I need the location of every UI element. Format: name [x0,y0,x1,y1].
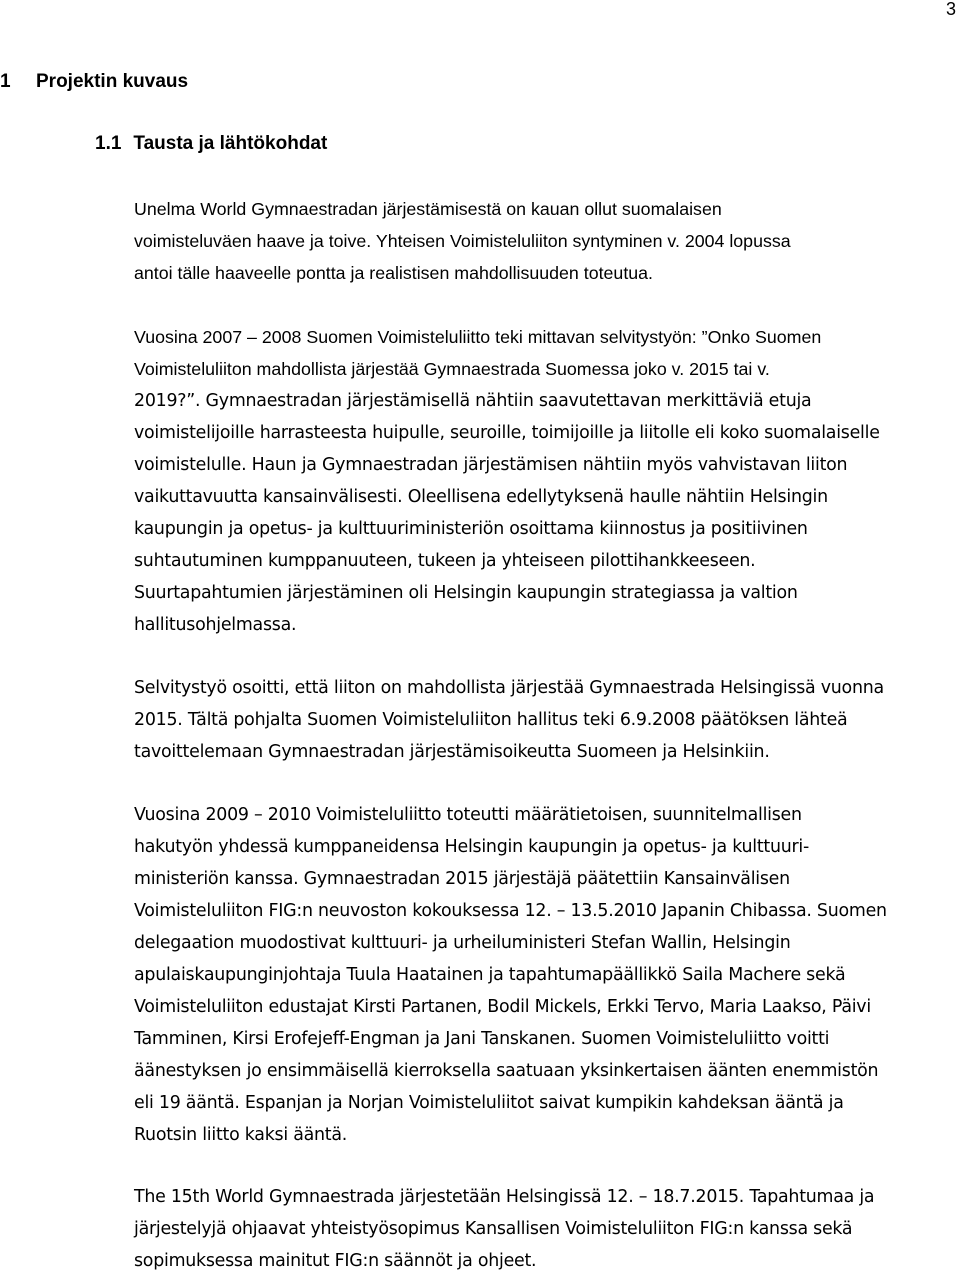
paragraph-line: apulaiskaupunginjohtaja Tuula Haatainen ja tapahtumapäällikkö Saila Machere sekä [134,965,846,985]
paragraph-line: Voimisteluliiton FIG:n neuvoston kokouksessa 12. – 13.5.2010 Japanin Chibassa. Suomen [134,901,887,921]
subsection-heading [95,131,327,157]
paragraph-line: voimisteluväen haave ja toive. Yhteisen Voimisteluliiton syntyminen v. 2004 lopussa [134,231,791,251]
paragraph-line: vaikuttavuutta kansainvälisesti. Oleellisena edellytyksenä haulle nähtiin Helsingin [134,487,828,507]
paragraph-line: Vuosina 2007 – 2008 Suomen Voimisteluliitto teki mittavan selvitystyön: ”Onko Suomen [134,327,822,347]
paragraph-line: Voimisteluliiton mahdollista järjestää Gymnaestrada Suomessa joko v. 2015 tai v. [134,359,770,379]
paragraph-line: Selvitystyö osoitti, että liiton on mahdollista järjestää Gymnaestrada Helsingissä vuonna [134,678,884,698]
paragraph-line: suhtautuminen kumppanuuteen, tukeen ja yhteiseen pilottihankkeeseen. [134,551,756,571]
paragraph-line: Tamminen, Kirsi Erofejeff-Engman ja Jani Tanskanen. Suomen Voimisteluliitto voitti [134,1029,830,1049]
paragraph-line: Unelma World Gymnaestradan järjestämisestä on kauan ollut suomalaisen [134,199,722,219]
section-number: 1 [0,71,11,92]
paragraph-5 [134,1181,960,1277]
paragraph-line: hallitusohjelmassa. [134,615,297,635]
paragraph-line: Ruotsin liitto kaksi ääntä. [134,1125,348,1145]
paragraph-line: antoi tälle haaveelle pontta ja realistisen mahdollisuuden toteutua. [134,263,653,283]
paragraph-line: Voimisteluliiton edustajat Kirsti Partanen, Bodil Mickels, Erkki Tervo, Maria Laakso, Päivi [134,997,871,1017]
paragraph-line: The 15th World Gymnaestrada järjestetään Helsingissä 12. – 18.7.2015. Tapahtumaa ja [134,1187,875,1207]
paragraph-line: järjestelyjä ohjaavat yhteistyösopimus Kansallisen Voimisteluliiton FIG:n kanssa sekä [134,1219,853,1239]
paragraph-line: eli 19 ääntä. Espanjan ja Norjan Voimisteluliitot saivat kumpikin kahdeksan ääntä ja [134,1093,844,1113]
page-number: 3 [946,0,957,19]
paragraph-line: delegaation muodostivat kulttuuri- ja urheiluministeri Stefan Wallin, Helsingin [134,933,791,953]
subsection-title: Tausta ja lähtökohdat [133,133,328,154]
paragraph-line: äänestyksen jo ensimmäisellä kierroksella saatuaan yksinkertaisen äänten enemmistön [134,1061,879,1081]
paragraph-line: kaupungin ja opetus- ja kulttuuriministeriön osoittama kiinnostus ja positiivinen [134,519,808,539]
paragraph-line: hakutyön yhdessä kumppaneidensa Helsingin kaupungin ja opetus- ja kulttuuri- [134,837,810,857]
paragraph-line: Suurtapahtumien järjestäminen oli Helsingin kaupungin strategiassa ja valtion [134,583,798,603]
paragraph-line: voimistelulle. Haun ja Gymnaestradan järjestämisen nähtiin myös vahvistavan liiton [134,455,848,475]
paragraph-line: Vuosina 2009 – 2010 Voimisteluliitto toteutti määrätietoisen, suunnitelmallisen [134,805,802,825]
paragraph-line: sopimuksessa mainitut FIG:n säännöt ja ohjeet. [134,1251,537,1271]
paragraph-3 [134,672,960,768]
section-title: Projektin kuvaus [36,71,189,92]
paragraph-1 [134,193,960,289]
paragraph-line: 2019?”. Gymnaestradan järjestämisellä nähtiin saavutettavan merkittäviä etuja [134,391,812,411]
subsection-number: 1.1 [95,133,122,154]
paragraph-2 [134,321,960,641]
paragraph-line: ministeriön kanssa. Gymnaestradan 2015 järjestäjä päätettiin Kansainvälisen [134,869,790,889]
paragraph-line: voimistelijoille harrasteesta huipulle, seuroille, toimijoille ja liitolle eli koko suomalaiselle [134,423,880,443]
paragraph-4 [134,799,960,1151]
paragraph-line: tavoittelemaan Gymnaestradan järjestämisoikeutta Suomeen ja Helsinkiin. [134,742,770,762]
paragraph-line: 2015. Tältä pohjalta Suomen Voimisteluliiton hallitus teki 6.9.2008 päätöksen lähteä [134,710,848,730]
